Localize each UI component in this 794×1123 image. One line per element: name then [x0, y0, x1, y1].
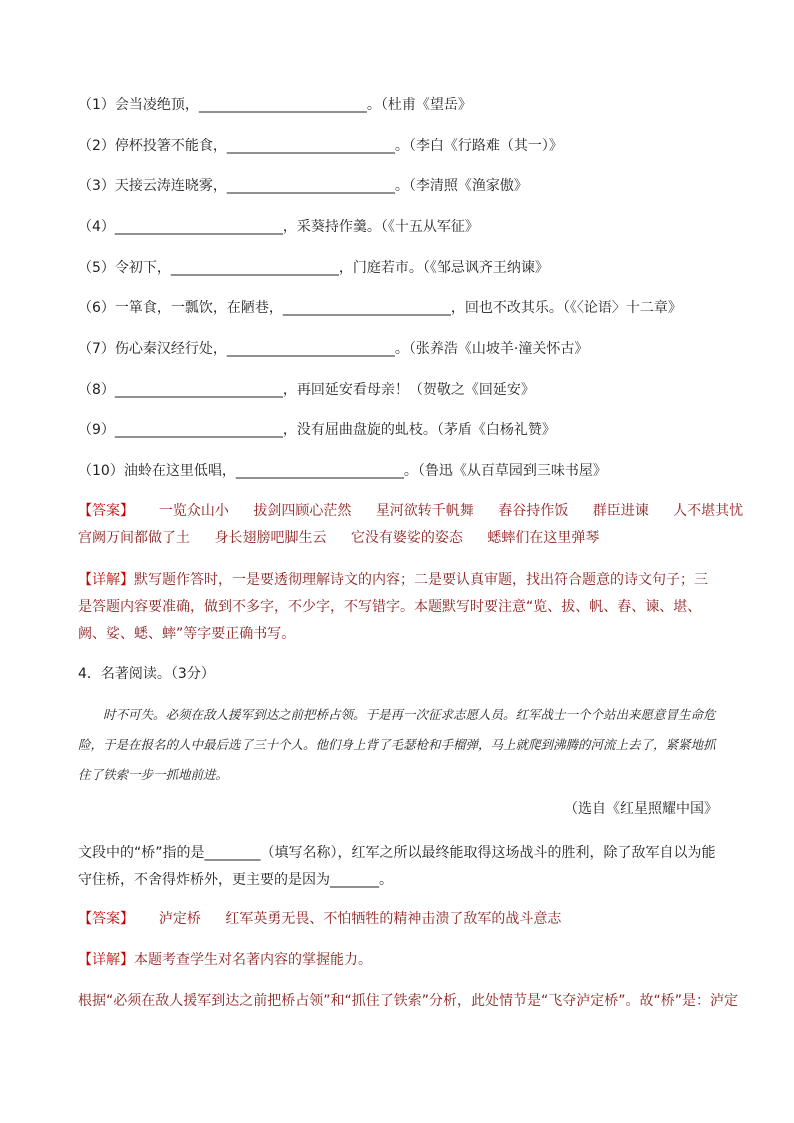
answer-row-1 [78, 501, 763, 521]
detail-text: 默写题作答时，一是要透彻理解诗文的内容；二是要认真审题，找出符合题意的诗文句子；三是答题内容要准确，做到不多字，不少字，不写错字。本题默写时要注意“览、拔、帆、舂、谏、堪、阙、娑、蟋、蟀”等字要正确书写。 [78, 572, 708, 642]
detail-paragraph-1 [78, 567, 718, 648]
answer-item: 身长翅膀吧脚生云 [214, 530, 327, 546]
dictation-item-10: （10）油蛉在这里低唱，________________________。（鲁迅《从百草园到三味书屋》 [78, 463, 607, 479]
dictation-item-9: （9）________________________，没有屈曲盘旋的虬枝。（茅盾《白杨礼赞》 [78, 422, 556, 438]
dictation-item-3: （3）天接云涛连晓雾，________________________。（李清照《渔家傲》 [78, 178, 528, 194]
dictation-item-2: （2）停杯投箸不能食，________________________。（李白《行路难（其一）》 [78, 138, 563, 154]
passage-source: （选自《红星照耀中国》 [564, 801, 718, 817]
answer-item: 泸定桥 [158, 911, 201, 927]
detail-paragraph-2 [78, 950, 372, 970]
answer-item: 舂谷持作饭 [498, 503, 569, 519]
answer-item: 群臣进谏 [592, 503, 649, 519]
reading-passage: 时不可失。必须在敌人援军到达之前把桥占领。于是再一次征求志愿人员。红军战士一个个站出来愿意冒生命危险，于是在报名的人中最后选了三十个人。他们身上背了毛瑟枪和手榴弹，马上就爬到沸腾的河流上去了，紧紧地抓住了铁索一步一抓地前进。 [78, 707, 716, 782]
answer-row-2 [78, 528, 619, 548]
answer-tag: 【答案】 [78, 503, 134, 519]
answer-item: 蟋蟀们在这里弹琴 [487, 530, 600, 546]
answer-tag: 【答案】 [78, 911, 134, 927]
answer-item: 宫阙万间都做了土 [78, 530, 190, 546]
question-4-text: 文段中的“桥”指的是________（填写名称），红军之所以最终能取得这场战斗的胜利，除了敌军自以为能守住桥，不舍得炸桥外，更主要的是因为_______。 [78, 845, 716, 888]
answer-row-q4 [78, 909, 581, 929]
dictation-item-7: （7）伤心秦汉经行处，________________________。（张养浩《山坡羊·潼关怀古》 [78, 341, 589, 357]
detail-paragraph-3: 根据“必须在敌人援军到达之前把桥占领”和“抓住了铁索”分析，此处情节是“飞夺泸定桥”。故“桥”是：泸定 [78, 993, 739, 1009]
answer-item: 星河欲转千帆舞 [375, 503, 474, 519]
dictation-item-4: （4）________________________，采葵持作羹。（《十五从军征》 [78, 219, 479, 235]
answer-item: 一览众山小 [158, 503, 229, 519]
dictation-item-5: （5）令初下，________________________，门庭若市。（《邹忌讽齐王纳谏》 [78, 260, 549, 276]
dictation-item-6: （6）一箪食，一瓢饮，在陋巷，________________________，回也不改其乐。（《〈论语〉十二章》 [78, 300, 682, 316]
detail-tag: 【详解】 [78, 952, 134, 968]
answer-item: 红军英勇无畏、不怕牺牲的精神击溃了敌军的战斗意志 [225, 911, 562, 927]
answer-item: 人不堪其忧 [673, 503, 744, 519]
dictation-item-1: （1）会当凌绝顶，________________________。（杜甫《望岳》 [78, 97, 472, 113]
dictation-item-8: （8）________________________，再回延安看母亲！（贺敬之《回延安》 [78, 382, 535, 398]
detail-text: 本题考查学生对名著内容的掌握能力。 [134, 952, 372, 968]
answer-item: 它没有婆娑的姿态 [350, 530, 463, 546]
answer-item: 拔剑四顾心茫然 [253, 503, 352, 519]
question-4-title: 4．名著阅读。（3分） [78, 666, 215, 682]
detail-tag: 【详解】 [78, 572, 134, 588]
